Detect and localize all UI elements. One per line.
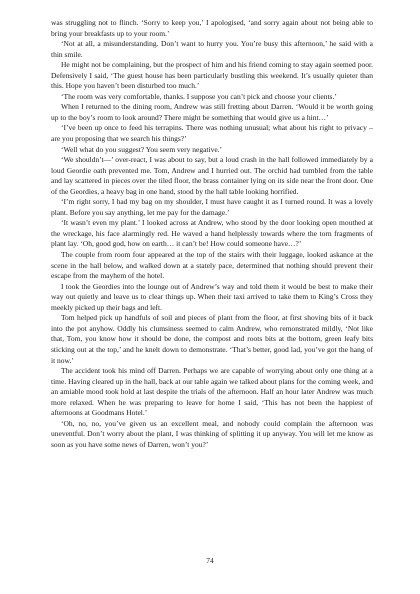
page-number: 74 bbox=[206, 556, 214, 565]
paragraph: ‘The room was very comfortable, thanks. I suppose you can’t pick and choose your clients.’ bbox=[61, 91, 337, 101]
paragraph: The couple from room four appeared at the top of the stairs with their luggage, looked askance at the scene in the hall below, and walked down at a stately pace, determined that nothing should prevent their escape from the mayhem of the hotel. bbox=[51, 250, 373, 281]
paragraph: ‘It wasn’t even my plant.’ I looked across at Andrew, who stood by the door looking open mouthed at the wreckage, his face alarmingly red. He waved a hand helplessly towards where the torn fragments of plant lay. ‘Oh, good god, how on earth… it can’t be! How could someone have…?’ bbox=[51, 218, 373, 249]
paragraph: Tom helped pick up handfuls of soil and pieces of plant from the floor, at first shoving bits of it back into the pot anyhow. Oddly his clumsiness seemed to calm Andrew, who remonstrated mildly, ‘Not like that, Tom, you know how it should be done, the compost and roots bits at the bottom, green leafy bits sticking out at the top,’ and he knelt down to demonstrate. ‘That’s better, good lad, you’ve got the hang of it now.’ bbox=[51, 313, 373, 365]
paragraph: ‘Oh, no, no, you’ve given us an excellent meal, and nobody could complain the afternoon was uneventful. Don’t worry about the plant, I was thinking of splitting it up anyway. You will let me know as soon as you have some news of Darren, won’t you?’ bbox=[51, 418, 373, 449]
paragraph: was struggling not to flinch. ‘Sorry to keep you,’ I apologised, ‘and sorry again about not being able to bring your breakfasts up to your room.’ bbox=[51, 18, 373, 38]
body-text bbox=[51, 18, 373, 450]
paragraph: When I returned to the dining room, Andrew was still fretting about Darren. ‘Would it be worth going up to the boy’s room to look around? There might be something that would give us a hint…’ bbox=[51, 102, 373, 122]
paragraph: He might not be complaining, but the prospect of him and his friend coming to stay again seemed poor. Defensively I said, ‘The guest house has been particularly bustling this weekend. It’s usually quieter than this. Hope you haven’t been disturbed too much.’ bbox=[51, 60, 373, 91]
paragraph: ‘We shouldn’t—’ over-react, I was about to say, but a loud crash in the hall followed immediately by a loud Geordie oath prevented me. Tom, Andrew and I hurried out. The orchid had tumbled from the table and lay scattered in pieces over the tiled floor, the brass container lying on its side near the front door. One of the Geordies, a heavy bag in one hand, stood by the hall table looking horrified. bbox=[51, 155, 373, 196]
paragraph: ‘Well what do you suggest? You seem very negative.’ bbox=[61, 144, 223, 154]
paragraph: ‘I’ve been up once to feed his terrapins. There was nothing unusual; what about his right to privacy – are you proposing that we search his things?’ bbox=[51, 123, 373, 144]
paragraph: I took the Geordies into the lounge out of Andrew’s way and told them it would be best to make their way out quietly and leave us to clear things up. When their taxi arrived to take them to King’s Cross they meekly picked up their bags and left. bbox=[51, 281, 373, 312]
paragraph: The accident took his mind off Darren. Perhaps we are capable of worrying about only one thing at a time. Having cleared up in the hall, back at our table again we talked about plans for the coming week, and an amiable mood took hold at last despite the trials of the afternoon. Half an hour later Andrew was much more relaxed. When he was preparing to leave for home I said, ‘This has not been the happiest of afternoons at Goodmans Hotel.’ bbox=[51, 366, 373, 418]
paragraph: ‘I’m right sorry, I had my bag on my shoulder, I must have caught it as I turned round. It was a lovely plant. Before you say anything, let me pay for the damage.’ bbox=[51, 197, 373, 217]
paragraph: ‘Not at all, a misunderstanding. Don’t want to hurry you. You’re busy this afternoon,’ he said with a thin smile. bbox=[51, 39, 373, 59]
